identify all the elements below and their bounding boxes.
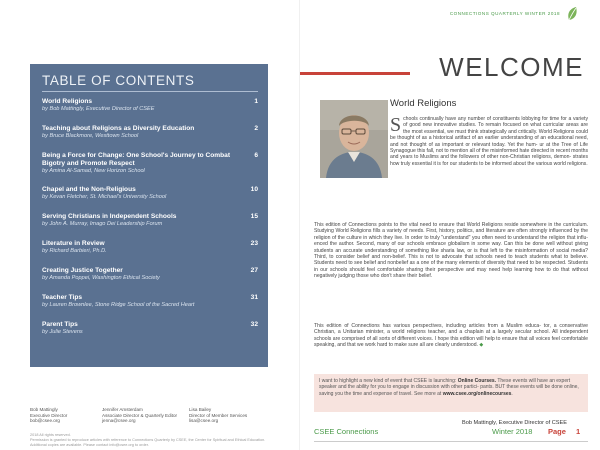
staff-name: Lisa Bailey [189,407,212,412]
toc-item[interactable] [42,98,258,113]
callout-end: . [511,390,513,397]
publication-name: CSEE Connections [314,427,379,436]
end-mark: ◆ [479,342,484,349]
toc-item-author: by Lauren Brownlee, Stone Ridge School of the Sacred Heart [42,302,195,308]
toc-item-page: 10 [250,186,258,193]
toc-item[interactable] [42,240,258,255]
toc-item[interactable] [42,186,258,201]
issue-kicker: CONNECTIONS QUARTERLY WINTER 2018 [449,11,560,16]
callout-body: These events will have an expert speaker and the ability for you to engage in discussion with other partici- pants. BUT these events will be done online, saving you the time and expense of travel. See more at [319,378,579,397]
toc-item-title: Teacher Tips [42,294,83,301]
toc-item[interactable] [42,294,258,309]
toc-item-author: by Bruce Blackmore, Westtown School [42,133,139,139]
toc-divider [42,91,258,92]
toc-item[interactable] [42,152,258,175]
toc-item-page: 27 [250,267,258,274]
toc-item-page: 15 [250,213,258,220]
toc-item[interactable] [42,125,258,140]
staff-email[interactable]: bob@csee.org [30,418,60,424]
toc-title: TABLE OF CONTENTS [42,73,195,88]
toc-item-title: Teaching about Religions as Diversity Education [42,125,195,132]
toc-item-title: Chapel and the Non-Religious [42,186,136,193]
drop-cap: S [390,114,402,136]
staff-email[interactable]: lisa@csee.org [189,418,219,424]
staff-role: Associate Director & Quarterly Editor [102,412,178,418]
footer-divider [314,441,588,442]
staff-email[interactable]: jenna@csee.org [102,418,136,424]
toc-item-author: by Bob Mattingly, Executive Director of CSEE [42,106,155,112]
toc-item-author: by John A. Murray, Imago Dei Leadership Forum [42,221,163,227]
toc-item-title: Creating Justice Together [42,267,123,274]
staff-role: Executive Director [30,412,68,418]
staff-name: Jennifer Amsterdam [102,407,143,412]
page-title: WELCOME [439,52,584,82]
legal-line: 2018 All rights reserved. [30,433,71,437]
article-paragraph [314,323,588,349]
toc-item-title: Parent Tips [42,321,78,328]
paragraph-text: This edition of Connections has various perspectives, including articles from a Muslim educa- tor, a conservative Christian, a Unitarian minister, a world religions teacher, and a chaplain at a largely secular school. All independent schools are comprised of all sorts of different voices. I hope this edition will help to ensure that all voices feel comfortable speaking, and that we work hard to make sure all are clearly understood. [314,323,588,349]
article-paragraph: This edition of Connections points to the vital need to ensure that World Religions reside somewhere in the curriculum. Studying World Religions fills a variety of needs. First, history, politics, and literature are often strongly influenced by the religion of the culture in which they live. In order to truly "understand" you often need to understand the religion that influ- enced the author. Second, many of our schools embrace globalism in some way. Can this be done well without giving students an accurate understanding of something like sharia law, or is that left to the misinformation of social media? Third, to consider belief and non-belief. This is not to advocate that schools need to teach students what to believe. Students need to see belief and nonbelief as a one of the many elements of diversity that need to be respected. Students in our schools should feel comfortable sharing their perspective and may need help learning how to do that without negatively judging those who don't share their belief. [314,222,588,280]
toc-item-title: Serving Christians in Independent Schools [42,213,177,220]
online-courses-link[interactable]: www.csee.org/onlinecourses [442,390,512,397]
legal-line: Permission is granted to reproduce articles with reference to Connections Quarterly by CSEE, the Center for Spiritual and Ethical Education. [30,437,266,442]
staff-contact [189,407,299,424]
toc-item-page: 1 [254,98,258,105]
staff-role: Director of Member Services [189,412,248,418]
accent-rule [300,72,410,75]
toc-item-author: by Kevan Fletcher, St. Michael's University School [42,194,167,200]
toc-item-author: by Julie Stevens [42,329,83,335]
page-gutter [299,0,300,450]
article-title: World Religions [390,98,457,109]
article-paragraph [390,116,588,167]
callout-highlight: Online Courses. [457,378,497,384]
footer-page-number: 1 [576,427,581,436]
table-of-contents [30,64,268,367]
footer-publication [314,427,378,436]
legal-line: Additional copies are available. Please contact info@csee.org to order. [30,442,149,447]
leaf-logo-icon [566,6,579,22]
toc-item-page: 2 [254,125,258,132]
callout-text [314,374,588,401]
toc-item-page: 6 [254,152,258,159]
toc-item-title: Being a Force for Change: One School's Journey to Combat Bigotry and Promote Respect [42,152,231,167]
footer-page-label: Page [548,427,566,436]
toc-item-page: 23 [250,240,258,247]
toc-item[interactable] [42,213,258,228]
toc-item-author: by Amina Al-Samad, New Horizon School [42,168,145,174]
toc-item-page: 32 [250,321,258,328]
toc-item-author: by Amanda Poppei, Washington Ethical Society [42,275,160,281]
toc-item-author: by Richard Barbieri, Ph.D. [42,248,107,254]
online-courses-callout [314,374,588,412]
paragraph-text: chools continually have any number of constituents lobbying for time for a variety of good new innovative studies. To remain focused on what curricular areas are the most essential, we must think strategically and critically. World Religions could be thought of as a historical artifact of an earlier understanding of an educational need, and not thought of as important or relevant today. Yet the hum- ur at the Tree of Life Synagogue this fall, not to mention all of the misinformed hate directed in recent months and years to Muslims and the followers of other non-Christian religions, demon- strates how truly essential it is for our students to be informed about the various world religions. [390,116,588,167]
article-signoff: Bob Mattingly, Executive Director of CSEE [462,420,567,426]
toc-item-title: World Religions [42,98,93,105]
callout-lead: I want to highlight a new kind of event that CSEE is launching: [319,378,458,384]
staff-name: Bob Mattingly [30,407,58,412]
toc-item-title: Literature in Review [42,240,105,247]
toc-item-page: 31 [250,294,258,301]
author-photo [320,100,388,178]
toc-item[interactable] [42,321,258,336]
toc-item[interactable] [42,267,258,282]
legal-notice [30,433,270,447]
footer-date: Winter 2018 [492,427,533,436]
